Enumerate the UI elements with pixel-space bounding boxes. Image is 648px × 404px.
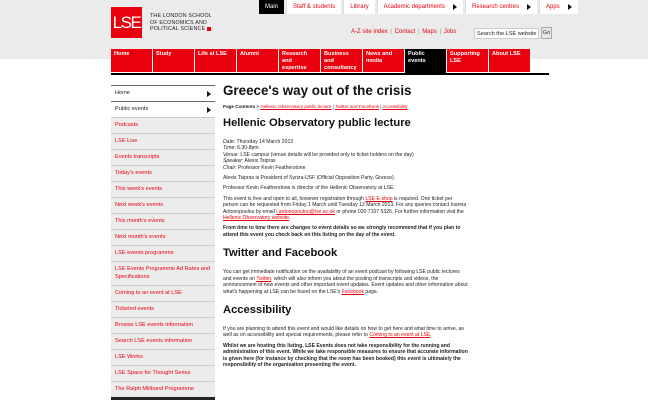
sidebar-item-next-weeks-events[interactable]: Next week's events: [111, 197, 215, 213]
sidebar-bottom-bar: [111, 397, 215, 400]
main-nav-research[interactable]: [279, 49, 320, 72]
detail-label: Speaker: [223, 158, 242, 165]
change-notice: From time to time there are changes to event details so we strongly recommend that if you plan to attend this event you check back on this listing on the day of the event.: [223, 225, 461, 238]
main-nav: [111, 49, 531, 75]
school-name-line: THE LONDON SCHOOL: [150, 13, 212, 19]
nav-label: About LSE: [492, 51, 521, 57]
detail-label: Time: [223, 145, 235, 152]
nav-label: media: [366, 57, 383, 64]
page-contents: Page Contents > Hellenic Observatory public lecture | Twitter and Facebook | Accessibility: [223, 104, 408, 109]
accessibility-paragraph: [223, 326, 468, 339]
top-nav-main[interactable]: [259, 0, 284, 14]
nav-label: consultancy: [324, 64, 357, 71]
eshop-link[interactable]: LSE E-shop: [365, 195, 393, 202]
sidebar-item-search-events[interactable]: Search LSE events information: [111, 333, 215, 349]
main-nav-news[interactable]: [363, 49, 404, 72]
maps-link[interactable]: Maps: [422, 29, 437, 35]
school-name: [150, 13, 212, 33]
sidebar-item-browse-events[interactable]: Browse LSE events information: [111, 317, 215, 333]
detail-label: Date: [223, 139, 234, 145]
detail-value: : Alexis Tsipras: [241, 158, 276, 165]
detail-label: Chair: [223, 164, 236, 171]
sidebar-item-coming-to-event[interactable]: Coming to an event at LSE: [111, 285, 215, 301]
school-name-line: POLITICAL SCIENCE: [150, 26, 206, 33]
contact-link[interactable]: Contact: [394, 29, 416, 35]
utility-links: A-Z site index | Contact | Maps | Jobs: [351, 29, 457, 35]
detail-label: Venue: [223, 151, 238, 158]
email-link[interactable]: i.antonopoulou@lse.ac.uk: [276, 208, 335, 215]
detail-value: : Thursday 14 March 2013: [233, 139, 294, 145]
sidebar-item-podcasts[interactable]: Podcasts: [111, 117, 215, 133]
sidebar-item-events-transcripts[interactable]: Events transcripts: [111, 149, 215, 165]
main-nav-about-lse[interactable]: [489, 49, 530, 72]
text: You can get immediate notification on the availability of an event podcast by following LSE public lectures and events on: [223, 269, 460, 282]
nav-label: Business and: [324, 51, 349, 64]
top-nav-label: Research centres: [471, 4, 520, 10]
registration-info: [223, 196, 468, 222]
sidebar-item-home[interactable]: [111, 85, 215, 101]
main-nav-business[interactable]: [321, 49, 362, 72]
sidebar-item-todays-events[interactable]: Today's events: [111, 165, 215, 181]
top-nav-label: Apps: [546, 4, 560, 10]
sidebar-item-label: Home: [115, 90, 130, 96]
text: page.: [364, 288, 379, 295]
sidebar-item-ticketed-events[interactable]: Ticketed events: [111, 301, 215, 317]
top-nav-label: Academic departments: [383, 4, 445, 10]
text: or phone 020 7107 5326. For further information visit the: [334, 208, 464, 215]
section-heading-lecture: Hellenic Observatory public lecture: [223, 117, 411, 129]
top-nav-label: Staff & students: [293, 4, 336, 10]
facebook-link[interactable]: Facebook: [341, 288, 364, 295]
section-heading-twitter: Twitter and Facebook: [223, 247, 338, 260]
page-contents-label: Page Contents >: [223, 104, 260, 109]
top-nav: [259, 0, 580, 14]
toc-link-hellenic[interactable]: Hellenic Observatory public lecture: [260, 104, 332, 109]
top-nav-academic-departments[interactable]: [377, 0, 463, 14]
nav-label: Research and: [282, 51, 308, 64]
arrow-right-icon: [207, 107, 211, 113]
text: .: [288, 215, 291, 222]
search-go-button[interactable]: Go: [541, 27, 552, 39]
text: , which will also inform you about the posting of transcripts and videos, the announcement of new events and other important event updates. Event updates and other information about what's happening at LSE can be found on the LSE's: [223, 275, 468, 295]
section-heading-accessibility: Accessibility: [223, 303, 292, 316]
sidebar-item-lse-works[interactable]: LSE Works: [111, 349, 215, 365]
text: This event is free and open to all, however registration through: [223, 195, 366, 202]
nav-label: Home: [114, 51, 130, 57]
text: is required. One ticket per person can be requested from Friday 1 March until Tuesday 12 March 2013. For any queries contact Ioanna Antonopoulou by email: [223, 195, 467, 215]
coming-to-event-link[interactable]: Coming to an event at LSE: [369, 332, 431, 339]
sidebar: [111, 85, 215, 400]
disclaimer: Whilst we are hosting this listing, LSE Events does not take responsibility for the running and administration of this event. While we take responsible measures to ensure that accurate information is given here (for instance by checking that the room has been booked) this event is ultimately the responsibility of the organisation presenting the event.: [223, 342, 468, 368]
arrow-right-icon: [453, 4, 457, 10]
nav-label: Supporting: [450, 51, 480, 57]
top-nav-staff-students[interactable]: [286, 0, 341, 14]
toc-link-accessibility[interactable]: Accessibility: [382, 104, 408, 109]
text: .: [430, 332, 432, 339]
page-title: Greece's way out of the crisis: [223, 83, 412, 98]
sidebar-item-next-months-events[interactable]: Next month's events: [111, 229, 215, 245]
main-nav-study[interactable]: [153, 49, 194, 72]
nav-label: News and: [366, 51, 393, 57]
nav-divider: [111, 73, 549, 75]
sidebar-item-this-months-events[interactable]: This month's events: [111, 213, 215, 229]
main-nav-public-events[interactable]: [405, 49, 446, 75]
main-nav-home[interactable]: [111, 49, 152, 72]
nav-label: expertise: [282, 64, 307, 71]
arrow-right-icon: [568, 4, 572, 10]
observatory-website-link[interactable]: Hellenic Observatory website: [223, 215, 289, 222]
sidebar-item-events-programme[interactable]: LSE events programme: [111, 245, 215, 261]
event-details: [223, 139, 468, 171]
main-nav-supporting-lse[interactable]: [447, 49, 488, 72]
search-input[interactable]: [474, 28, 539, 39]
detail-value: : Professor Kevin Featherstone: [235, 164, 306, 171]
red-square-icon: [207, 27, 211, 31]
toc-link-twitter[interactable]: Twitter and Facebook: [335, 104, 379, 109]
main-content: [223, 83, 468, 372]
top-nav-library[interactable]: [343, 0, 374, 14]
lse-logo[interactable]: LSE: [111, 7, 142, 38]
top-nav-research-centres[interactable]: [465, 0, 537, 14]
sidebar-item-this-weeks-events[interactable]: This week's events: [111, 181, 215, 197]
sidebar-item-label: Public events: [115, 106, 149, 112]
main-nav-alumni[interactable]: [237, 49, 278, 72]
top-nav-label: Main: [265, 4, 279, 10]
speaker-bio: Alexis Tsipras is President of Syriza-USF (Official Opposition Party, Greece).: [223, 175, 396, 182]
sidebar-item-ralph-miliband[interactable]: The Ralph Miliband Programme: [111, 381, 215, 397]
sidebar-item-lse-live[interactable]: LSE Live: [111, 133, 215, 149]
detail-value: : 6.30-8pm: [234, 145, 259, 152]
school-name-line: OF ECONOMICS AND: [150, 19, 208, 26]
arrow-right-icon: [527, 4, 531, 10]
nav-label: Public: [408, 51, 425, 57]
top-nav-label: Library: [350, 4, 369, 10]
main-nav-life-at-lse[interactable]: [195, 49, 236, 72]
twitter-link[interactable]: Twitter: [256, 275, 272, 282]
sidebar-item-public-events[interactable]: [111, 101, 215, 117]
nav-label: Life at LSE: [198, 51, 227, 57]
sidebar-item-ad-rates[interactable]: LSE Events Programme Ad Rates and Specifications: [111, 261, 215, 285]
nav-label: Alumni: [240, 51, 259, 57]
top-nav-apps[interactable]: [539, 0, 578, 14]
nav-label: Study: [156, 51, 172, 57]
az-site-index-link[interactable]: A-Z site index: [351, 29, 388, 35]
chair-bio: Professor Kevin Featherstone is director of the Hellenic Observatory at LSE.: [223, 185, 395, 192]
detail-value: : LSE campus (venue details will be provided only to ticket holders on the day): [237, 151, 414, 158]
text: If you are planning to attend this event and would like details on how to get here and what time to arrive, as well as on accessibility and special requirements, please refer to: [223, 325, 464, 339]
nav-label: events: [408, 57, 426, 64]
sidebar-item-space-for-thought[interactable]: LSE Space for Thought Series: [111, 365, 215, 381]
twitter-paragraph: [223, 269, 468, 295]
jobs-link[interactable]: Jobs: [443, 29, 457, 35]
nav-label: LSE: [450, 57, 461, 64]
arrow-right-icon: [207, 91, 211, 97]
